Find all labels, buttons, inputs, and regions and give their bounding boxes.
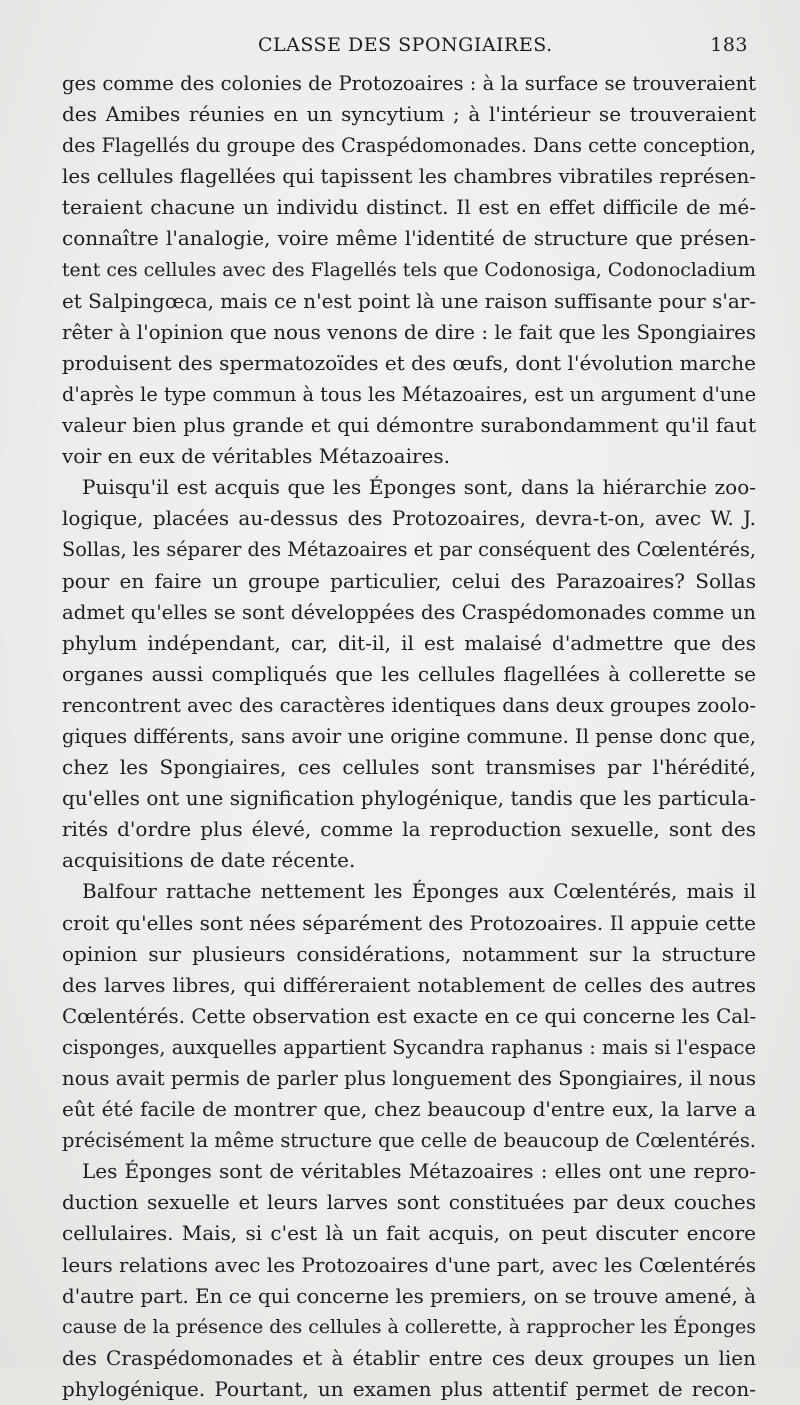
- text-line: connaître l'analogie, voire même l'identité de structure que présen-: [62, 226, 756, 251]
- text-line: Cœlentérés. Cette observation est exacte en ce qui concerne les Cal-: [62, 1004, 756, 1028]
- text-line: teraient chacune un individu distinct. Il est en effet difficile de mé-: [62, 195, 756, 220]
- text-line: Sollas, les séparer des Métazoaires et par conséquent des Cœlentérés,: [62, 538, 756, 562]
- text-line: rencontrent avec des caractères identiques dans deux groupes zoolo-: [62, 693, 756, 717]
- text-line: tent ces cellules avec des Flagellés tels que Codonosiga, Codonocladium: [62, 259, 756, 281]
- text-line: rêter à l'opinion que nous venons de dire : le fait que les Spongiaires: [62, 320, 756, 344]
- text-line: organes aussi compliqués que les cellules flagellées à collerette se: [62, 661, 756, 686]
- text-line: et Salpingœca, mais ce n'est point là une raison suffisante pour s'ar-: [62, 288, 756, 313]
- text-line: duction sexuelle et leurs larves sont constituées par deux couches: [62, 1190, 756, 1215]
- text-line: logique, placées au-dessus des Protozoaires, devra-t-on, avec W. J.: [62, 506, 756, 531]
- text-line: leurs relations avec les Protozoaires d'une part, avec les Cœlentérés: [62, 1253, 756, 1277]
- running-title: CLASSE DES SPONGIAIRES.: [258, 34, 553, 56]
- text-line: des Flagellés du groupe des Craspédomonades. Dans cette conception,: [62, 134, 756, 158]
- text-line: les cellules flagellées qui tapissent les chambres vibratiles représen-: [62, 165, 756, 189]
- page-header: [60, 34, 750, 60]
- body-text: [62, 68, 756, 1405]
- text-line: des Craspédomonades et à établir entre ces deux groupes un lien: [62, 1345, 756, 1370]
- page-number: 183: [710, 34, 748, 56]
- text-line: d'après le type commun à tous les Métazoaires, est un argument d'une: [62, 382, 756, 406]
- text-line: produisent des spermatozoïdes et des œufs, dont l'évolution marche: [62, 350, 756, 375]
- text-line: cisponges, auxquelles appartient Sycandra raphanus : mais si l'espace: [62, 1035, 756, 1059]
- text-line: ges comme des colonies de Protozoaires : à la surface se trouveraient: [62, 72, 756, 95]
- text-line: chez les Spongiaires, ces cellules sont transmises par l'hérédité,: [62, 755, 756, 780]
- text-line: d'autre part. En ce qui concerne les premiers, on se trouve amené, à: [62, 1284, 756, 1308]
- text-line: des Amibes réunies en un syncytium ; à l'intérieur se trouveraient: [62, 102, 756, 127]
- text-line: rités d'ordre plus élevé, comme la reproduction sexuelle, sont des: [62, 817, 756, 842]
- text-line: acquisitions de date récente.: [62, 848, 356, 873]
- text-line: précisément la même structure que celle de beaucoup de Cœlentérés.: [62, 1129, 756, 1153]
- text-line: voir en eux de véritables Métazoaires.: [62, 444, 450, 469]
- text-line: croit qu'elles sont nées séparément des Protozoaires. Il appuie cette: [62, 910, 756, 935]
- text-line: eût été facile de montrer que, chez beaucoup d'entre eux, la larve a: [62, 1097, 756, 1122]
- text-line: phylogénique. Pourtant, un examen plus attentif permet de recon-: [62, 1376, 756, 1401]
- text-line: qu'elles ont une signification phylogénique, tandis que les particula-: [62, 786, 756, 811]
- text-line: cellulaires. Mais, si c'est là un fait acquis, on peut discuter encore: [62, 1221, 756, 1246]
- text-line: Balfour rattache nettement les Éponges aux Cœlentérés, mais il: [82, 879, 756, 904]
- text-line: Les Éponges sont de véritables Métazoaires : elles ont une repro-: [82, 1159, 756, 1184]
- text-line: valeur bien plus grande et qui démontre surabondamment qu'il faut: [62, 413, 756, 438]
- text-line: opinion sur plusieurs considérations, notamment sur la structure: [62, 941, 756, 966]
- text-line: des larves libres, qui différeraient notablement de celles des autres: [62, 972, 756, 997]
- text-line: pour en faire un groupe particulier, celui des Parazoaires? Sollas: [62, 568, 756, 593]
- text-line: giques différents, sans avoir une origine commune. Il pense donc que,: [62, 724, 756, 748]
- text-line: Puisqu'il est acquis que les Éponges sont, dans la hiérarchie zoo-: [82, 475, 756, 500]
- text-line: cause de la présence des cellules à collerette, à rapprocher les Éponges: [62, 1315, 756, 1338]
- text-line: nous avait permis de parler plus longuement des Spongiaires, il nous: [62, 1067, 756, 1090]
- text-line: phylum indépendant, car, dit-il, il est malaisé d'admettre que des: [62, 630, 756, 655]
- text-line: admet qu'elles se sont développées des Craspédomonades comme un: [62, 600, 756, 624]
